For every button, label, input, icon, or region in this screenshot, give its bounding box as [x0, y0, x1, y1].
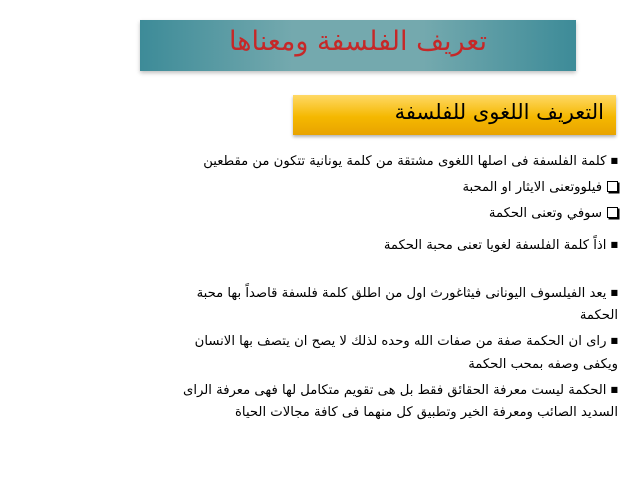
line-text: السديد الصائب ومعرفة الخير وتطبيق كل منهما فى كافة مجالات الحياة — [235, 405, 618, 420]
line-text: الحكمة ليست معرفة الحقائق فقط بل هى تقويم متكامل لها فهى معرفة الراى — [183, 383, 607, 398]
line-text: الحكمة — [579, 308, 618, 323]
section-heading: التعريف اللغوى للفلسفة — [394, 100, 604, 124]
page-title: تعريف الفلسفة ومعناها — [229, 26, 487, 57]
paragraph-line-4 — [384, 235, 618, 256]
subtitle-banner — [293, 95, 616, 135]
square-bullet-icon: ■ — [610, 156, 618, 165]
square-bullet-icon: ■ — [610, 288, 618, 297]
paragraph-line-6 — [195, 331, 618, 352]
line-text: يعد الفيلسوف اليونانى فيثاغورث اول من اطلق كلمة فلسفة قاصداً بها محبة — [196, 286, 607, 301]
square-bullet-icon: ■ — [610, 240, 618, 249]
square-bullet-icon: ■ — [610, 385, 618, 394]
paragraph-line-6-cont — [468, 355, 618, 375]
line-text: راى ان الحكمة صفة من صفات الله وحده لذلك لا يصح ان يتصف بها الانسان — [194, 334, 607, 349]
line-text: ويكفى وصفه بمحب الحكمة — [468, 357, 618, 372]
paragraph-line-5-cont — [580, 306, 618, 326]
checkbox-bullet-icon — [607, 181, 618, 192]
square-bullet-icon: ■ — [610, 336, 618, 345]
checkbox-bullet-icon — [607, 207, 618, 218]
paragraph-line-2 — [462, 178, 618, 198]
line-text: سوفي وتعنى الحكمة — [488, 206, 602, 221]
paragraph-line-1 — [203, 151, 618, 172]
paragraph-line-7-cont — [235, 403, 618, 423]
line-text: اذاً كلمة الفلسفة لغويا تعنى محبة الحكمة — [383, 238, 607, 253]
paragraph-line-5 — [197, 283, 618, 304]
paragraph-line-3 — [489, 204, 618, 224]
paragraph-line-7 — [183, 380, 618, 401]
title-banner — [140, 20, 576, 71]
line-text: فيلووتعنى الايثار او المحبة — [462, 180, 602, 195]
line-text: كلمة الفلسفة فى اصلها اللغوى مشتقة من كلمة يونانية تتكون من مقطعين — [203, 154, 607, 169]
